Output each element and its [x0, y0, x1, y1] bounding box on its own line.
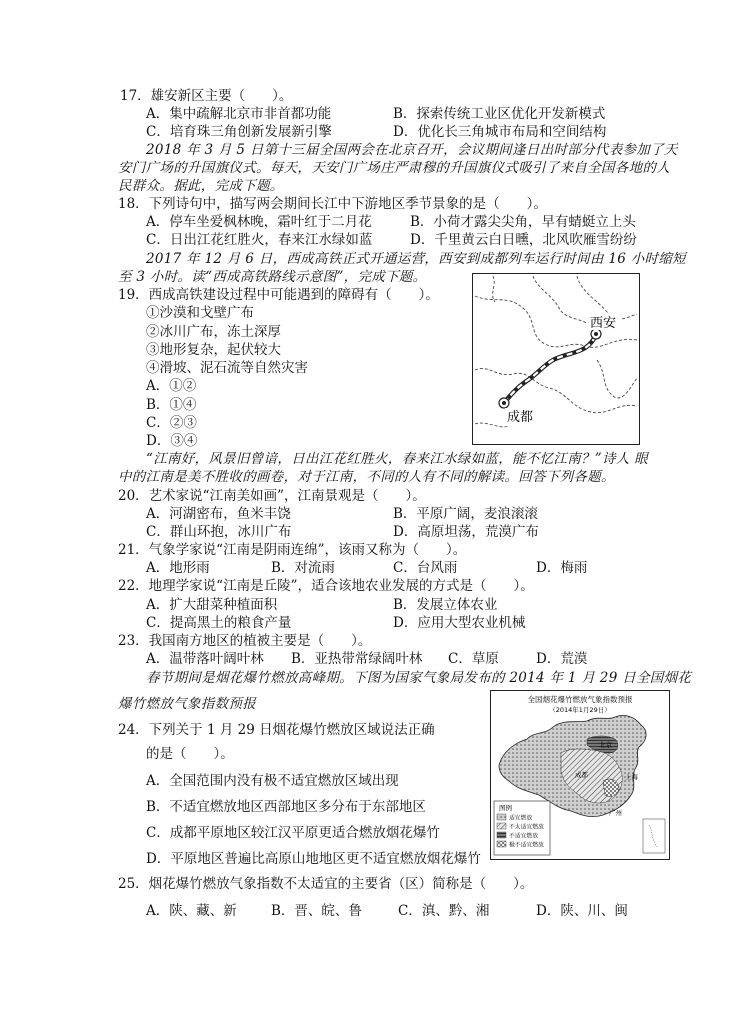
passage1-line1: 2018 年 3 月 5 日第十三届全国两会在北京召开，会议期间逢日出时部分代表参加了天: [146, 142, 678, 158]
q19-option-b: B．①④: [146, 397, 197, 413]
q22-option-d: D．应用大型农业机械: [393, 615, 526, 631]
q17-option-d: D．优化长三角城市布局和空间结构: [393, 124, 607, 140]
q25-option-c: C．滇、黔、湘: [398, 903, 490, 919]
q17-option-c: C．培育珠三角创新发展新引擎: [146, 124, 332, 140]
xian-label: 西安: [590, 316, 617, 331]
q23-option-c: C．草原: [448, 651, 499, 667]
q18-option-c: C．日出江花红胜火，春来江水绿如蓝: [146, 232, 373, 248]
forecast-map-drawing: [491, 691, 669, 859]
q19-item-2: ②冰川广布，冻土深厚: [146, 324, 281, 340]
q21-option-a: A．地形雨: [146, 560, 210, 576]
q20-stem: 20．艺术家说“江南美如画”，江南景观是（ ）。: [118, 488, 426, 504]
q18-option-d: D．千里黄云白日曛，北风吹雁雪纷纷: [410, 232, 637, 248]
passage1-line2: 安门广场的升国旗仪式。每天，天安门广场庄严肃穆的升国旗仪式吸引了来自全国各地的人: [118, 160, 670, 176]
q24-stem-line1: 24．下列关于 1 月 29 日烟花爆竹燃放区域说法正确: [118, 722, 435, 738]
q19-stem: 19．西成高铁建设过程中可能遇到的障碍有（ ）。: [118, 287, 439, 303]
q17-option-b: B．探索传统工业区优化开发新模式: [393, 106, 606, 122]
railway-line-inner: [504, 334, 596, 403]
fireworks-forecast-map: [490, 690, 670, 860]
legend-label-less-suitable: 不太适宜燃放: [509, 824, 544, 831]
chengdu-marker-dot: [502, 401, 506, 405]
q24-stem-line2: 的是（ ）。: [146, 746, 234, 762]
q20-option-a: A．河湖密布，鱼米丰饶: [146, 506, 291, 522]
q25-option-b: B．晋、皖、鲁: [271, 903, 362, 919]
legend-label-suitable: 适宜燃放: [509, 815, 533, 822]
q17-option-a: A．集中疏解北京市非首都功能: [146, 106, 332, 122]
q19-item-3: ③地形复杂，起伏较大: [146, 342, 281, 358]
q21-stem: 21．气象学家说“江南是阴雨连绵”，该雨又称为（ ）。: [118, 542, 467, 558]
city-label-chengdu: 成都: [575, 771, 588, 779]
q22-option-b: B．发展立体农业: [393, 597, 498, 613]
legend-swatch-suitable: [497, 814, 506, 820]
railway-line-outer: [504, 334, 596, 403]
south-china-sea-inset: [643, 819, 665, 853]
passage1-line3: 民群众。据此，完成下题。: [118, 178, 284, 194]
passage3-line1: “江南好，风景旧曾谙，日出江花红胜火，春来江水绿如蓝，能不忆江南？”诗人 眼: [146, 451, 648, 467]
passage4-line2: 爆竹燃放气象指数预报: [118, 696, 256, 712]
forecast-map-title: 全国烟花爆竹燃放气象指数预报: [527, 695, 633, 704]
q18-option-b: B．小荷才露尖尖角，早有蜻蜓立上头: [410, 214, 636, 230]
q22-option-a: A．扩大甜菜种植面积: [146, 597, 278, 613]
q18-option-a: A．停车坐爱枫林晚，霜叶红于二月花: [146, 214, 372, 230]
q19-option-d: D．③④: [146, 433, 198, 449]
q22-stem: 22．地理学家说“江南是丘陵”，适合该地农业发展的方式是（ ）。: [118, 578, 534, 594]
q23-stem: 23．我国南方地区的植被主要是（ ）。: [118, 633, 372, 649]
city-label-beijing: 北京: [599, 741, 612, 749]
q19-option-c: C．②③: [146, 415, 197, 431]
q17-stem: 17．雄安新区主要（ ）。: [120, 88, 293, 104]
xicheng-railway-map: [472, 273, 640, 445]
city-label-guangzhou: 广州: [609, 809, 622, 817]
q24-option-c: C．成都平原地区较江汉平原更适合燃放烟花爆竹: [146, 825, 440, 841]
q24-option-d: D．平原地区普遍比高原山地地区更不适宜燃放烟花爆竹: [146, 851, 481, 867]
xian-marker-dot: [594, 332, 598, 336]
q25-option-d: D．陕、川、闽: [536, 903, 628, 919]
q20-option-d: D．高原坦荡，荒漠广布: [393, 524, 539, 540]
q24-option-a: A．全国范围内没有极不适宜燃放区域出现: [146, 773, 399, 789]
forecast-map-date: （2014年1月29日）: [549, 706, 611, 714]
q20-option-b: B．平原广阔，麦浪滚滚: [393, 506, 538, 522]
q21-option-d: D．梅雨: [536, 560, 588, 576]
q25-stem: 25．烟花爆竹燃放气象指数不太适宜的主要省（区）简称是（ ）。: [118, 876, 534, 892]
legend-swatch-less-suitable: [497, 823, 506, 829]
q20-option-c: C．群山环抱，冰川广布: [146, 524, 292, 540]
q19-option-a: A．①②: [146, 378, 197, 394]
q24-option-b: B．不适宜燃放地区西部地区多分布于东部地区: [146, 799, 426, 815]
legend-label-unsuitable: 不适宜燃放: [509, 833, 538, 840]
q23-option-b: B．亚热带常绿阔叶林: [291, 651, 423, 667]
q18-stem: 18．下列诗句中，描写两会期间长江中下游地区季节景象的是（ ）。: [118, 196, 547, 212]
passage4-line1: 春节期间是烟花爆竹燃放高峰期。下图为国家气象局发布的 2014 年 1 月 29 日全国烟花: [146, 670, 692, 686]
q19-item-1: ①沙漠和戈壁广布: [146, 305, 254, 321]
q25-option-a: A．陕、藏、新: [146, 903, 237, 919]
q21-option-c: C．台风雨: [393, 560, 458, 576]
q21-option-b: B．对流雨: [271, 560, 335, 576]
q19-item-4: ④滑坡、泥石流等自然灾害: [146, 360, 308, 376]
legend-title: 图例: [499, 804, 512, 812]
q23-option-d: D．荒漠: [536, 651, 588, 667]
railway-map-drawing: [473, 274, 639, 444]
chengdu-label: 成都: [507, 410, 534, 425]
passage3-line2: 中的江南是美不胜收的画卷，对于江南，不同的人有不同的解读。回答下列各题。: [118, 469, 615, 485]
q22-option-c: C．提高黑土的粮食产量: [146, 615, 292, 631]
legend-swatch-very-unsuitable: [497, 841, 506, 847]
q23-option-a: A．温带落叶阔叶林: [146, 651, 264, 667]
legend-swatch-unsuitable: [497, 832, 506, 838]
passage2-line1: 2017 年 12 月 6 日，西成高铁正式开通运营，西安到成都列车运行时间由 16 小时缩短: [146, 251, 686, 267]
passage2-line2: 至 3 小时。读“西成高铁路线示意图”，完成下题。: [118, 269, 427, 285]
city-label-shanghai: 上海: [625, 773, 638, 781]
legend-label-very-unsuitable: 极不适宜燃放: [509, 842, 544, 849]
